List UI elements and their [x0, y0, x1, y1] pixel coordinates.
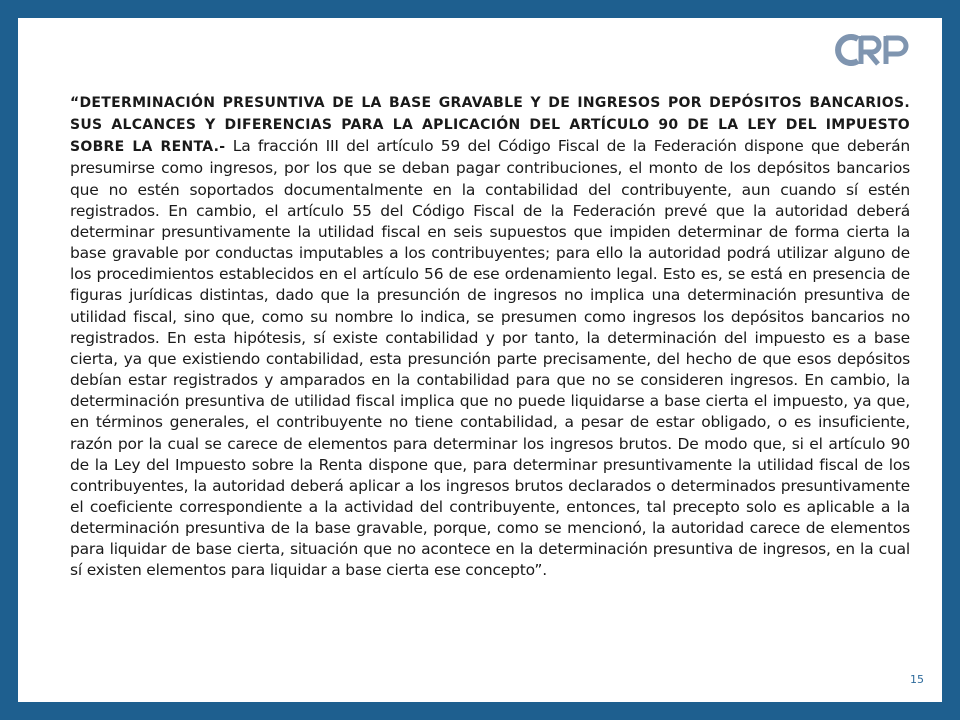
crp-logo-icon [834, 32, 912, 68]
quote-heading: “DETERMINACIÓN PRESUNTIVA DE LA BASE GRAVABLE Y DE INGRESOS POR DEPÓSITOS BANCARIOS. SUS ALCANCES Y DIFERENCIAS PARA LA APLICACIÓN DEL ARTÍCULO 90 DE LA LEY DEL IMPUESTO SOBRE LA RENTA.- [70, 95, 910, 156]
crp-logo [834, 32, 912, 68]
slide [18, 18, 942, 702]
page-number: 15 [910, 673, 924, 686]
quote-body: La fracción III del artículo 59 del Código Fiscal de la Federación dispone que deberán presumirse como ingresos, por los que se deban pagar contribuciones, el monto de los depósitos bancarios que no estén soportados documentalmente en la contabilidad del contribuyente, aun cuando sí estén registrados. En cambio, el artículo 55 del Código Fiscal de la Federación prevé que la autoridad deberá determinar presuntivamente la utilidad fiscal en seis supuestos que impiden determinar de forma cierta la base gravable por conductas imputables a los contribuyentes; para ello la autoridad podrá utilizar alguno de los procedimientos establecidos en el artículo 56 de ese ordenamiento legal. Esto es, se está en presencia de figuras jurídicas distintas, dado que la presunción de ingresos no implica una determinación presuntiva de utilidad fiscal, sino que, como su nombre lo indica, se presumen como ingresos los depósitos bancarios no registrados. En esta hipótesis, sí existe contabilidad y por tanto, la determinación del impuesto es a base cierta, ya que existiendo contabilidad, esta presunción parte precisamente, del hecho de que esos depósitos debían estar registrados y amparados en la contabilidad para que no se consideren ingresos. En cambio, la determinación presuntiva de utilidad fiscal implica que no puede liquidarse a base cierta el impuesto, ya que, en términos generales, el contribuyente no tiene contabilidad, a pesar de estar obligado, o es insuficiente, razón por la cual se carece de elementos para determinar los ingresos brutos. De modo que, si el artículo 90 de la Ley del Impuesto sobre la Renta dispone que, para determinar presuntivamente la utilidad fiscal de los contribuyentes, la autoridad deberá aplicar a los ingresos brutos declarados o determinados presuntivamente el coeficiente correspondiente a la actividad del contribuyente, entonces, tal precepto solo es aplicable a la determinación presuntiva de la base gravable, porque, como se mencionó, la autoridad carece de elementos para liquidar de base cierta, situación que no acontece en la determinación presuntiva de ingresos, en la cual sí existen elementos para liquidar a base cierta ese concepto”. [70, 137, 910, 580]
quote-paragraph [70, 92, 910, 582]
